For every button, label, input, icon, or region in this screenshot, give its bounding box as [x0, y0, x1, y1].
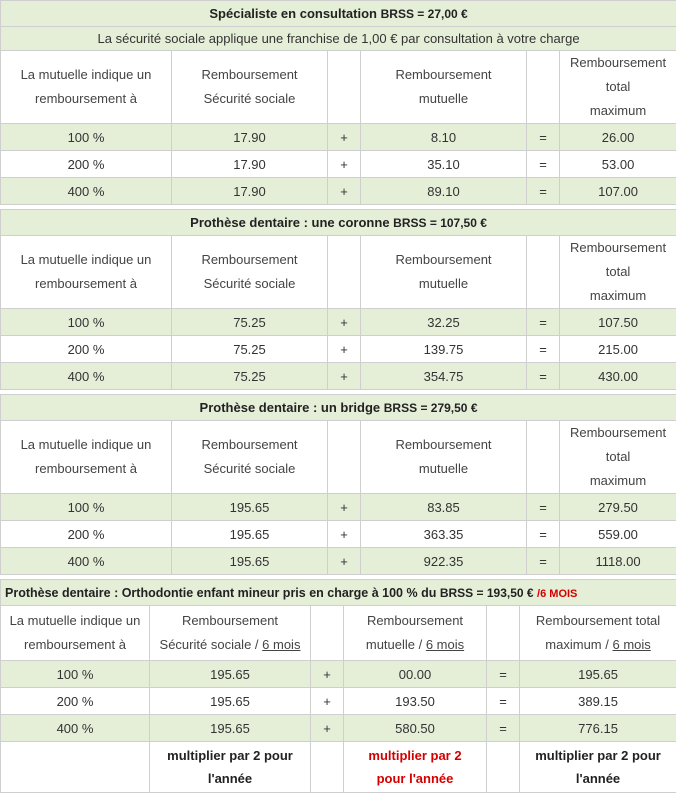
header-mutuelle-indique: La mutuelle indique un remboursement à [1, 236, 172, 309]
table-row: 400 % 195.65 + 580.50 = 776.15 [1, 715, 676, 742]
table-row: 100 % 17.90 + 8.10 = 26.00 [1, 124, 676, 151]
header-mutuelle-indique: La mutuelle indique un remboursement à [1, 421, 172, 494]
header-row [1, 51, 676, 124]
section-title: Prothèse dentaire : Orthodontie enfant mineur pris en charge à 100 % du BRSS = 193,50 € /6 MOIS [1, 580, 676, 606]
period-badge: /6 MOIS [537, 588, 577, 600]
footer-row [1, 742, 676, 793]
header-secu: Remboursement Sécurité sociale [172, 421, 328, 494]
section-title: Prothèse dentaire : un bridge BRSS = 279,50 € [1, 395, 676, 421]
table-consultation [0, 0, 676, 205]
table-row: 200 % 195.65 + 193.50 = 389.15 [1, 688, 676, 715]
header-mutuelle: Remboursement mutuelle / 6 mois [344, 606, 487, 661]
table-row: 400 % 195.65 + 922.35 = 1118.00 [1, 548, 676, 575]
table-bridge [0, 394, 676, 575]
table-orthodontie [0, 579, 676, 793]
section-note: La sécurité sociale applique une franchise de 1,00 € par consultation à votre charge [1, 27, 676, 51]
table-row: 400 % 17.90 + 89.10 = 107.00 [1, 178, 676, 205]
table-row: 100 % 195.65 + 83.85 = 279.50 [1, 494, 676, 521]
footer-secu-note: multiplier par 2 pour l'année [150, 742, 311, 793]
table-row: 200 % 75.25 + 139.75 = 215.00 [1, 336, 676, 363]
header-mutuelle-indique: La mutuelle indique un remboursement à [1, 51, 172, 124]
header-total: Remboursement total maximum [560, 51, 676, 124]
header-row [1, 421, 676, 494]
header-secu: Remboursement Sécurité sociale [172, 51, 328, 124]
table-row: 200 % 17.90 + 35.10 = 53.00 [1, 151, 676, 178]
header-total: Remboursement total maximum / 6 mois [520, 606, 676, 661]
table-row: 100 % 75.25 + 32.25 = 107.50 [1, 309, 676, 336]
header-secu: Remboursement Sécurité sociale / 6 mois [150, 606, 311, 661]
table-row: 400 % 75.25 + 354.75 = 430.00 [1, 363, 676, 390]
header-mutuelle: Remboursement mutuelle [361, 51, 527, 124]
footer-total-note: multiplier par 2 pour l'année [520, 742, 676, 793]
header-secu: Remboursement Sécurité sociale [172, 236, 328, 309]
header-row [1, 236, 676, 309]
header-total: Remboursement total maximum [560, 236, 676, 309]
table-couronne [0, 209, 676, 390]
header-row [1, 606, 676, 661]
table-row: 100 % 195.65 + 00.00 = 195.65 [1, 661, 676, 688]
header-mutuelle-indique: La mutuelle indique un remboursement à [1, 606, 150, 661]
section-title: Spécialiste en consultation BRSS = 27,00 € [1, 1, 676, 27]
section-title: Prothèse dentaire : une coronne BRSS = 107,50 € [1, 210, 676, 236]
footer-mutuelle-note: multiplier par 2 pour l'année [344, 742, 487, 793]
table-row: 200 % 195.65 + 363.35 = 559.00 [1, 521, 676, 548]
header-total: Remboursement total maximum [560, 421, 676, 494]
header-mutuelle: Remboursement mutuelle [361, 421, 527, 494]
header-mutuelle: Remboursement mutuelle [361, 236, 527, 309]
